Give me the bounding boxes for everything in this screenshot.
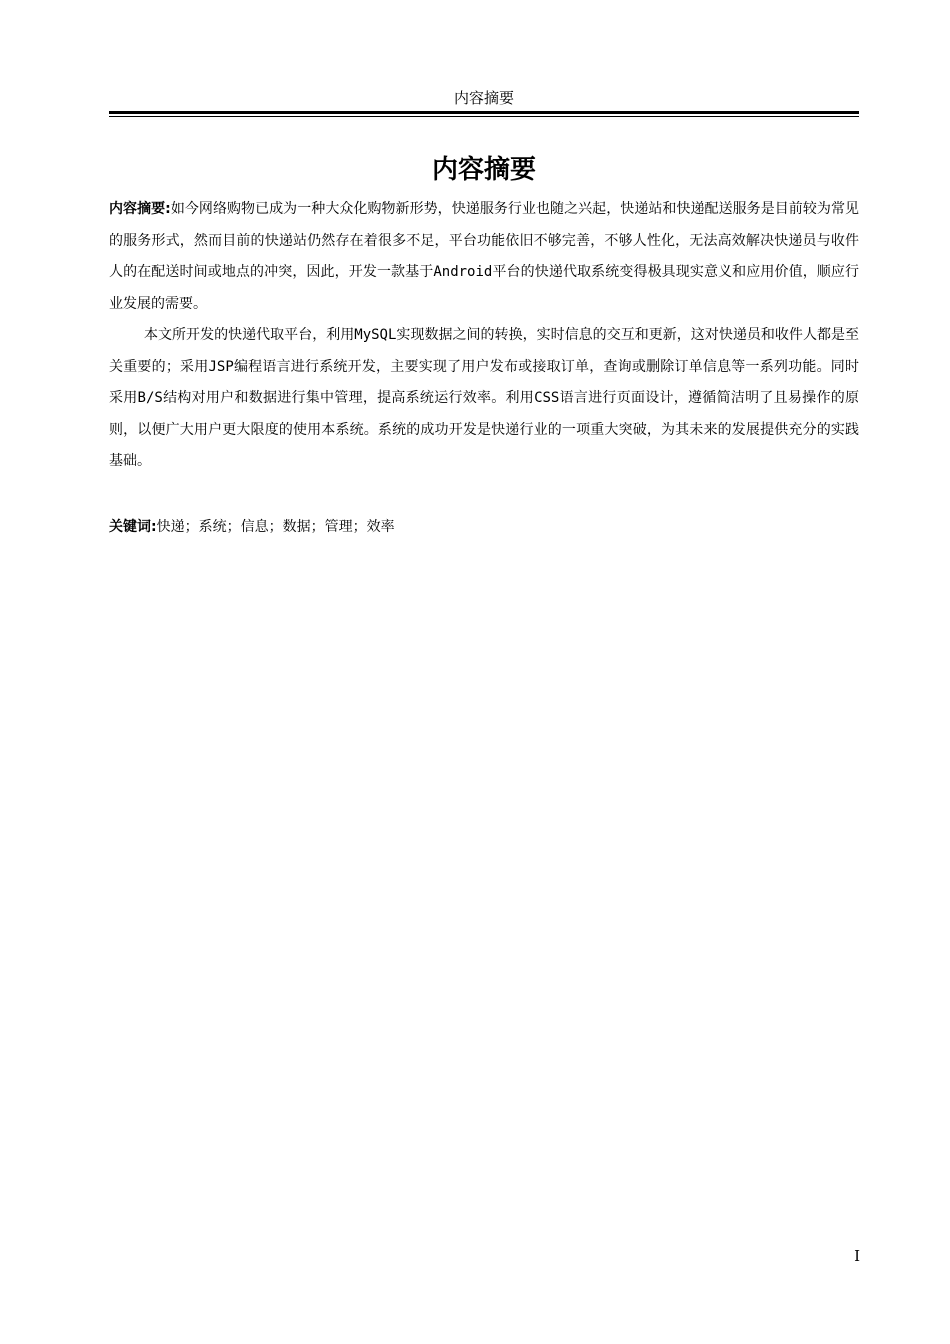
running-header: 内容摘要: [453, 89, 514, 107]
page-number: I: [854, 1247, 860, 1265]
page-title: 内容摘要: [431, 155, 536, 185]
abstract-body: [109, 194, 859, 478]
keywords-value: 快递；系统；信息；数据；管理；效率: [156, 519, 395, 535]
header-rule-thin: [109, 116, 859, 117]
abstract-label: 内容摘要:: [109, 201, 171, 217]
abstract-paragraph-2: 本文所开发的快递代取平台，利用MySQL实现数据之间的转换，实时信息的交互和更新，这对快递员和收件人都是至关重要的；采用JSP编程语言进行系统开发，主要实现了用户发布或接取订单，查询或删除订单信息等一系列功能。同时采用B/S结构对用户和数据进行集中管理，提高系统运行效率。利用CSS语言进行页面设计，遵循简洁明了且易操作的原则，以便广大用户更大限度的使用本系统。系统的成功开发是快递行业的一项重大突破，为其未来的发展提供充分的实践基础。: [109, 327, 859, 469]
keywords-label: 关键词:: [109, 519, 157, 535]
keywords-line: [109, 512, 859, 544]
abstract-paragraph-1-text: 如今网络购物已成为一种大众化购物新形势，快递服务行业也随之兴起，快递站和快递配送服务是目前较为常见的服务形式，然而目前的快递站仍然存在着很多不足，平台功能依旧不够完善，不够人性化，无法高效解决快递员与收件人的在配送时间或地点的冲突，因此，开发一款基于Android平台的快递代取系统变得极具现实意义和应用价值，顺应行业发展的需要。: [109, 201, 859, 312]
header-rule-thick: [109, 111, 859, 114]
abstract-paragraph-1: [109, 194, 859, 320]
